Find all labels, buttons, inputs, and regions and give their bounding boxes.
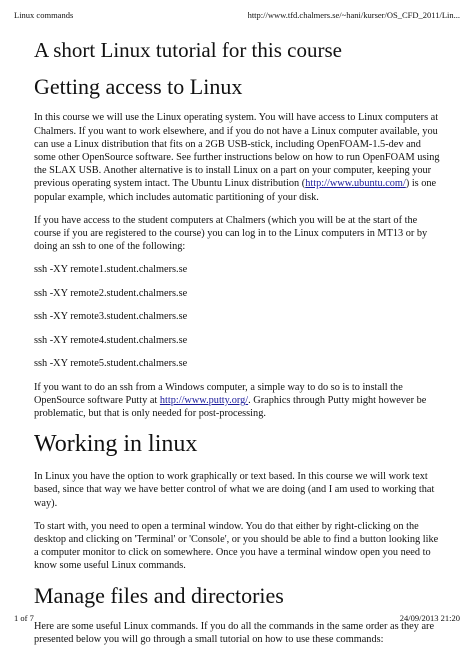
paragraph-student-computers: If you have access to the student computers at Chalmers (which you will be at the start of the course if you are registered to the course) you can log in to the Linux computers in MT13 or by doing an ssh to one of the following: (34, 214, 428, 253)
paragraph-work-modes: In Linux you have the option to work graphically or text based. In this course we will work text based, since that way we have better control of what we are doing (and I am used to working that way). (34, 471, 435, 509)
text: In this course we will use the Linux operating system. You will have access to Linux computers at Chalmers. If you want to work elsewhere, and if you do not have a Linux computer available, you can use a Linux distribution that fits on a 2GB USB-stick, including OpenFOAM-1.5-dev and some other OpenSource software. See further instructions below on how to run OpenFOAM using the SLAX USB. Another alternative is to install Linux on a part on your computer, keeping your previous operating system intact. The Ubuntu Linux distribution ( (34, 112, 440, 190)
header-url: http://www.tfd.chalmers.se/~hani/kurser/OS_CFD_2011/Lin... (247, 10, 460, 20)
print-datetime: 24/09/2013 21:20 (399, 613, 460, 623)
section-heading-working: Working in linux (34, 430, 198, 457)
text: . Graphics through Putty might however be problematic, but that is only needed for post-processing. (34, 395, 427, 420)
ubuntu-link[interactable]: http://www.ubuntu.com/ (305, 178, 406, 190)
page-footer (14, 613, 460, 623)
section-heading-access: Getting access to Linux (34, 74, 243, 100)
document-title: A short Linux tutorial for this course (34, 38, 342, 62)
ssh-command-4: ssh -XY remote4.student.chalmers.se (34, 334, 188, 346)
page-header (14, 10, 460, 20)
page-number: 1 of 7 (14, 613, 34, 623)
paragraph-useful-commands: Here are some useful Linux commands. If you do all the commands in the same order as they are presented below you will go through a small tutorial on how to use these commands: (34, 620, 435, 646)
putty-link[interactable]: http://www.putty.org/ (159, 395, 249, 407)
section-heading-files: Manage files and directories (34, 582, 284, 608)
paragraph-putty (34, 381, 444, 421)
text: If you want to do an ssh from a Windows computer, a simple way to do so is to install the OpenSource software Putty at (34, 381, 403, 407)
paragraph-terminal: To start with, you need to open a terminal window. You do that either by right-clicking on the desktop and clicking on 'Terminal' or 'Console', or you should be able to find a button looking like a computer monitor to click on somewhere. Once you have a terminal window open you need to know some useful Linux commands. (34, 520, 439, 572)
ssh-command-3: ssh -XY remote3.student.chalmers.se (34, 311, 188, 323)
header-title: Linux commands (14, 10, 74, 20)
text: ) is one popular example, which includes automatic partitioning of your disk. (34, 178, 437, 203)
ssh-command-5: ssh -XY remote5.student.chalmers.se (34, 358, 188, 370)
document-body (34, 38, 444, 656)
ssh-command-2: ssh -XY remote2.student.chalmers.se (34, 287, 188, 299)
ssh-command-1: ssh -XY remote1.student.chalmers.se (34, 264, 188, 276)
paragraph-access-intro (34, 111, 444, 203)
